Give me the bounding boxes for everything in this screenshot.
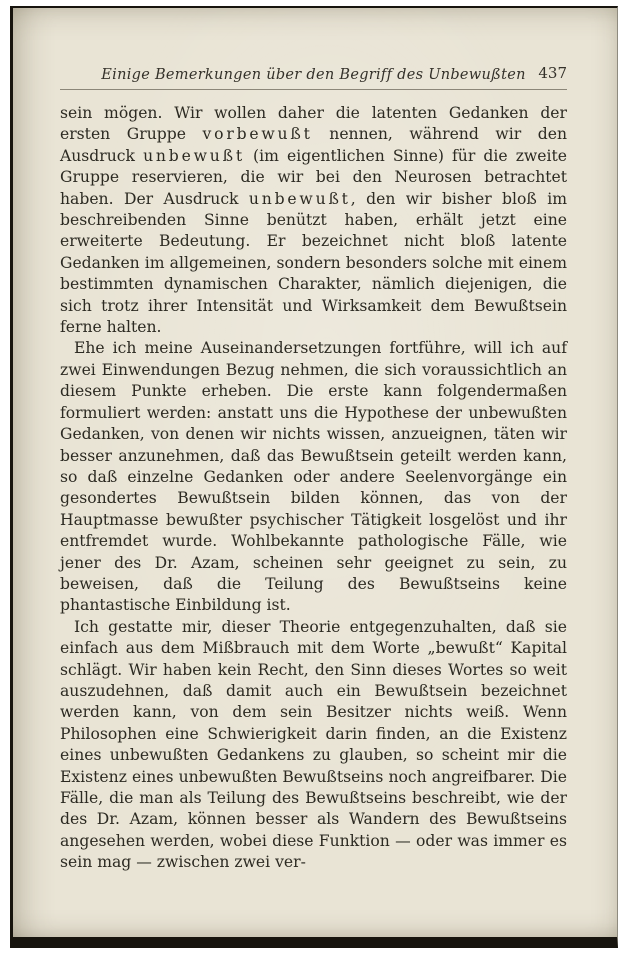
text-run: (im eigentlichen Sinne) für die zweite Gruppe reservieren, die wir bei den Neurosen betrachtet haben. Der Ausdruck bbox=[60, 146, 567, 208]
text-run: sein mögen. Wir wollen daher die latenten Gedanken der ersten Gruppe bbox=[60, 104, 567, 144]
text-run: nennen, während wir den Ausdruck bbox=[60, 125, 567, 165]
text-run: Ich gestatte mir, dieser Theorie entgegenzuhalten, daß sie einfach aus dem Mißbrauch mit dem Worte „bewußt“ Kapital schlägt. Wir haben kein Recht, den Sinn dieses Wortes so weit auszudehnen, daß damit auch ein Bewußtsein bezeichnet werden kann, von dem sein Besitzer nichts weiß. Wenn Philosophen eine Schwierigkeit darin finden, an die Existenz eines unbewußten Gedankens zu glauben, so scheint mir die Existenz eines unbewußten Bewußtseins noch angreifbarer. Die Fälle, die man als Teilung des Bewußtseins beschreibt, wie der des Dr. Azam, können besser als Wandern des Bewußtseins angesehen werden, wobei diese Funktion — oder was immer es sein mag — zwischen zwei ver- bbox=[60, 617, 567, 872]
text-run: Ehe ich meine Auseinandersetzungen fortführe, will ich auf zwei Einwendungen Bezug nehmen, die sich voraussichtlich an diesem Punkte erheben. Die erste kann folgendermaßen formuliert werden: anstatt uns die Hypothese der unbewußten Gedanken, von denen wir nichts wissen, anzueignen, täten wir besser anzunehmen, daß das Bewußtsein geteilt werden kann, so daß einzelne Gedanken oder andere Seelenvorgänge ein gesondertes Bewußtsein bilden können, das von der Hauptmasse bewußter psychischer Tätigkeit losgelöst und ihr entfremdet wurde. Wohlbekannte pathologische Fälle, wie jener des Dr. Azam, scheinen sehr geeignet zu sein, zu beweisen, daß die Teilung des Bewußtseins keine phantastische Einbildung ist. bbox=[60, 339, 567, 615]
running-title: Einige Bemerkungen über den Begriff des Unbewußten bbox=[101, 67, 526, 83]
text-run: , den wir bisher bloß im beschreibenden Sinne benützt haben, erhält jetzt eine erweiterte Bedeutung. Er bezeichnet nicht bloß latente Gedanken im allgemeinen, sondern besonders solche mit einem bestimmten dynamischen Charakter, nämlich diejenigen, die sich trotz ihrer Intensität und Wirksamkeit dem Bewußtsein ferne halten. bbox=[60, 189, 567, 337]
page-content bbox=[13, 8, 617, 937]
body-text bbox=[60, 103, 567, 874]
paragraph bbox=[60, 103, 567, 338]
page-number: 437 bbox=[538, 64, 567, 82]
emphasized-word: unbewußt bbox=[143, 146, 245, 165]
scanned-page bbox=[10, 6, 618, 948]
header-rule bbox=[60, 89, 567, 90]
paragraph bbox=[60, 617, 567, 874]
paragraph bbox=[60, 338, 567, 616]
page-header bbox=[60, 64, 567, 84]
emphasized-word: unbewußt bbox=[248, 189, 351, 208]
emphasized-word: vorbewußt bbox=[202, 125, 313, 144]
